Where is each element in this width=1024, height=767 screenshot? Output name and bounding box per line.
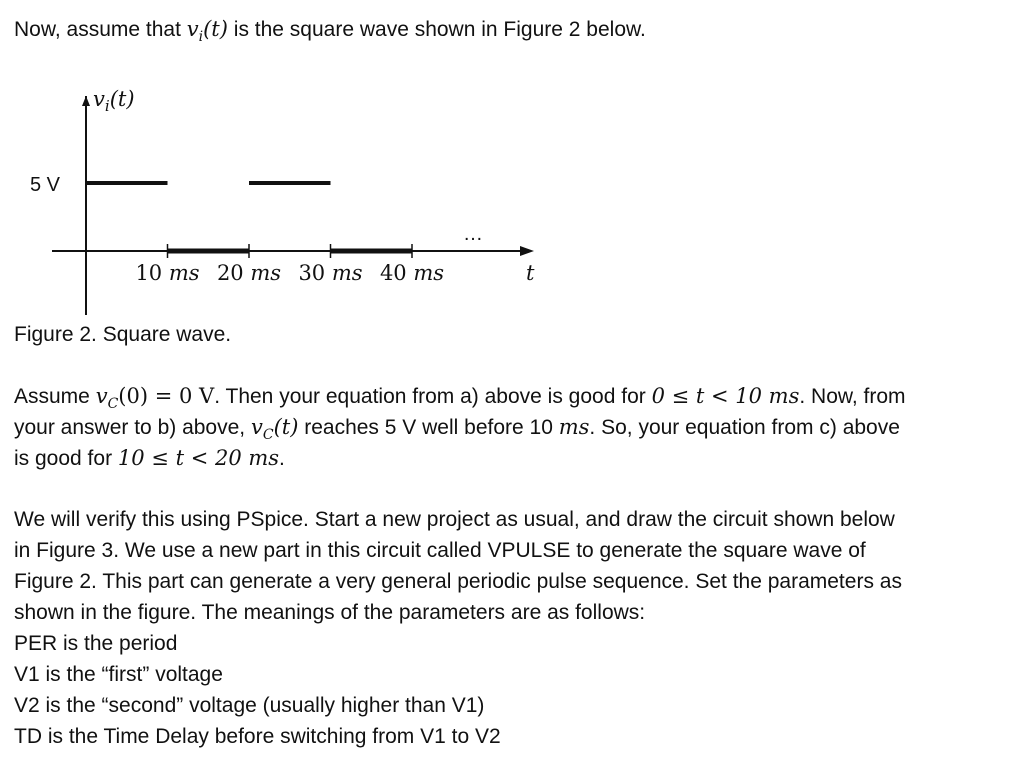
math-vct: $v_C(t)$ [250, 415, 299, 444]
param-v1: V1 is the “first” voltage [14, 663, 223, 686]
para2-line: We will verify this using PSpice. Start a new project as usual, and draw the circuit shown below [14, 508, 895, 531]
continuation-ellipsis: … [463, 223, 483, 245]
math-range1: 0 ≤ t < 10 ms [651, 384, 800, 408]
x-axis-label: t [526, 261, 535, 285]
intro-line: Now, assume that $v_i(t)$ is the square wave shown in Figure 2 below. [14, 17, 646, 46]
para1-line2: your answer to b) above, $v_C(t)$ reaches 5 V well before 10 ms. So, your equation from c) above [14, 415, 900, 444]
tick-label: 30 ms [298, 261, 363, 285]
para1-line3: is good for 10 ≤ t < 20 ms. [14, 446, 285, 470]
tick-label: 20 ms [216, 261, 282, 285]
param-v2: V2 is the “second” voltage (usually higher than V1) [14, 694, 485, 717]
param-per: PER is the period [14, 632, 178, 655]
math-vi: $v_i(t)$ [186, 17, 228, 46]
y-axis-label: $v_i(t)$ [93, 87, 135, 115]
y-axis-arrow [82, 96, 90, 106]
para2-line: shown in the figure. The meanings of the parameters are as follows: [14, 601, 646, 624]
figure-caption: Figure 2. Square wave. [14, 323, 232, 346]
tick-label: 10 ms [135, 261, 200, 285]
param-td: TD is the Time Delay before switching from V1 to V2 [14, 725, 501, 748]
math-range2: 10 ≤ t < 20 ms [117, 446, 280, 470]
para1-line1: Assume $v_C(0) = 0$ V. Then your equation from a) above is good for 0 ≤ t < 10 ms. Now, from [14, 384, 906, 413]
para2-line: Figure 2. This part can generate a very general periodic pulse sequence. Set the parameters as [14, 570, 902, 593]
x-axis-arrow [520, 246, 534, 256]
level-label: 5 V [30, 174, 61, 196]
math-ms: ms [558, 415, 590, 439]
tick-label: 40 ms [379, 261, 445, 285]
math-vc0: $v_C(0) = 0$ V [95, 384, 215, 413]
para2-line: in Figure 3. We use a new part in this circuit called VPULSE to generate the square wave of [14, 539, 866, 562]
